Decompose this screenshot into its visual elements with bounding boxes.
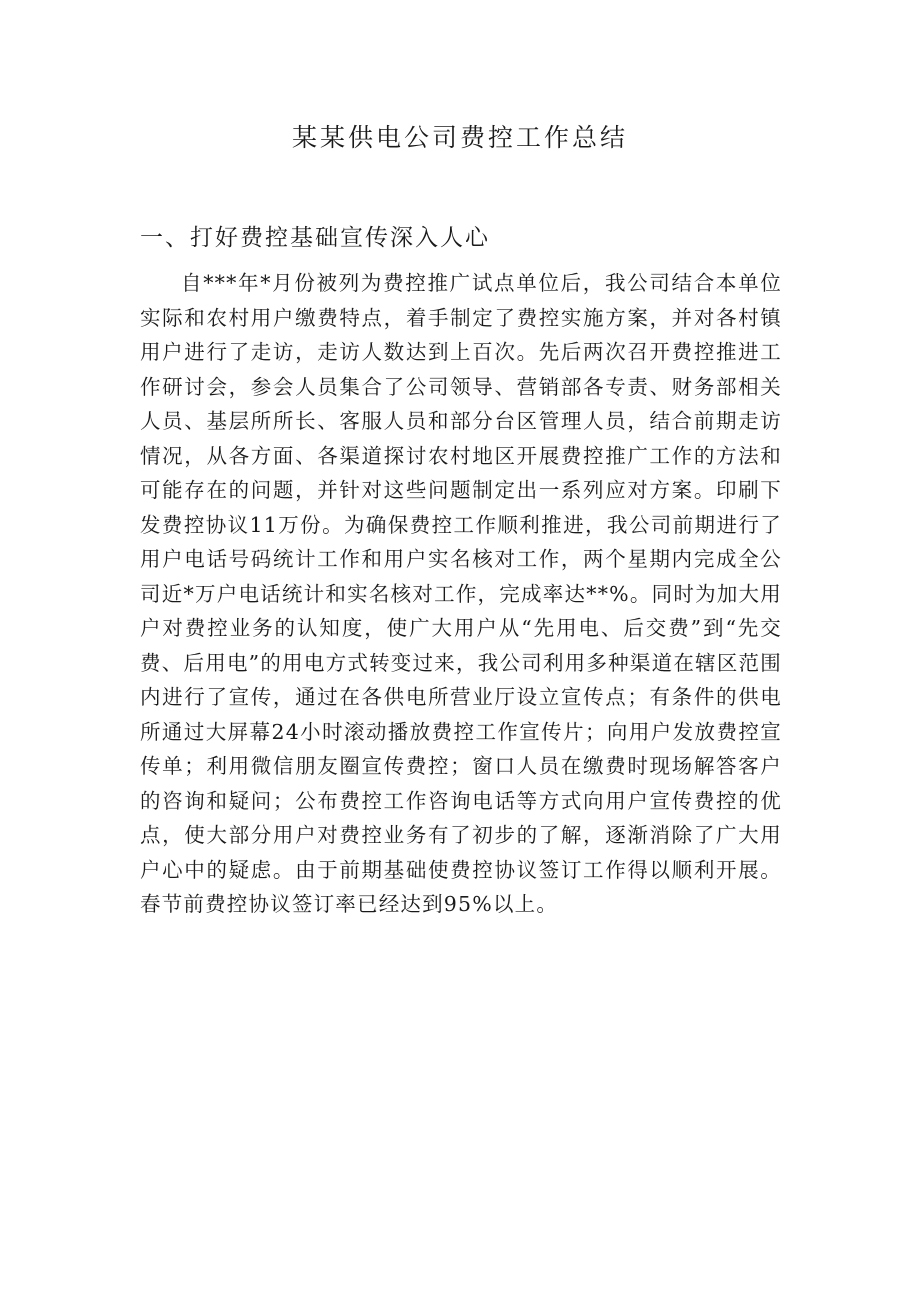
document-title: 某某供电公司费控工作总结 [291,123,628,152]
section-heading: 一、打好费控基础宣传深入人心 [140,225,490,251]
section-paragraph: 自***年*月份被列为费控推广试点单位后，我公司结合本单位实际和农村用户缴费特点，着手制定了费控实施方案，并对各村镇用户进行了走访，走访人数达到上百次。先后两次召开费控推进工作研讨会，参会人员集合了公司领导、营销部各专责、财务部相关人员、基层所所长、客服人员和部分台区管理人员，结合前期走访情况，从各方面、各渠道探讨农村地区开展费控推广工作的方法和可能存在的问题，并针对这些问题制定出一系列应对方案。印刷下发费控协议11万份。为确保费控工作顺利推进，我公司前期进行了用户电话号码统计工作和用户实名核对工作，两个星期内完成全公司近*万户电话统计和实名核对工作，完成率达**%。同时为加大用户对费控业务的认知度，使广大用户从“先用电、后交费”到“先交费、后用电”的用电方式转变过来，我公司利用多种渠道在辖区范围内进行了宣传，通过在各供电所营业厅设立宣传点；有条件的供电所通过大屏幕24小时滚动播放费控工作宣传片；向用户发放费控宣传单；利用微信朋友圈宣传费控；窗口人员在缴费时现场解答客户的咨询和疑问；公布费控工作咨询电话等方式向用户宣传费控的优点，使大部分用户对费控业务有了初步的了解，逐渐消除了广大用户心中的疑虑。由于前期基础使费控协议签订工作得以顺利开展。春节前费控协议签订率已经达到95%以上。 [140,271,782,916]
